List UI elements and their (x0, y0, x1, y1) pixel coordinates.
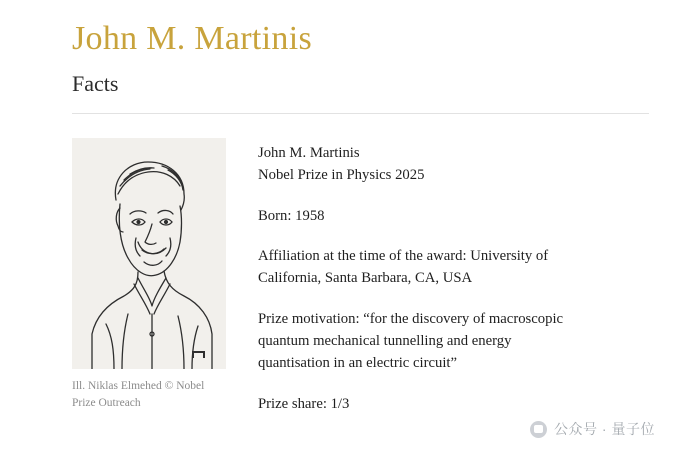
watermark (530, 419, 655, 439)
section-title: Facts (72, 70, 119, 96)
motivation-line-1: Prize motivation: “for the discovery of macroscopic (258, 310, 564, 327)
prize-text: Nobel Prize in Physics 2025 (258, 167, 425, 184)
affiliation-line-1: Affiliation at the time of the award: University of (258, 248, 549, 265)
header-divider (72, 113, 649, 114)
laureate-name-text: John M. Martinis (258, 145, 360, 161)
prize-share-text: Prize share: 1/3 (258, 395, 350, 412)
affiliation-line-2: California, Santa Barbara, CA, USA (258, 270, 473, 287)
motivation-line-2: quantum mechanical tunnelling and energy (258, 333, 512, 350)
page-header (0, 0, 677, 97)
motivation-block (258, 308, 649, 375)
portrait-illustration-icon (72, 138, 226, 369)
affiliation-block (258, 245, 649, 290)
facts-text (258, 138, 649, 433)
born-text: Born: 1958 (258, 207, 325, 224)
motivation-line-3: quantisation in an electric circuit” (258, 355, 458, 372)
facts-content (72, 138, 649, 433)
identity-block (258, 142, 649, 187)
portrait-figure (72, 138, 226, 411)
page-title: John M. Martinis (72, 20, 312, 57)
wechat-icon (530, 421, 547, 438)
image-credit: Ill. Niklas Elmehed © Nobel Prize Outreach (72, 380, 205, 409)
watermark-text: 公众号 · 量子位 (554, 421, 655, 437)
